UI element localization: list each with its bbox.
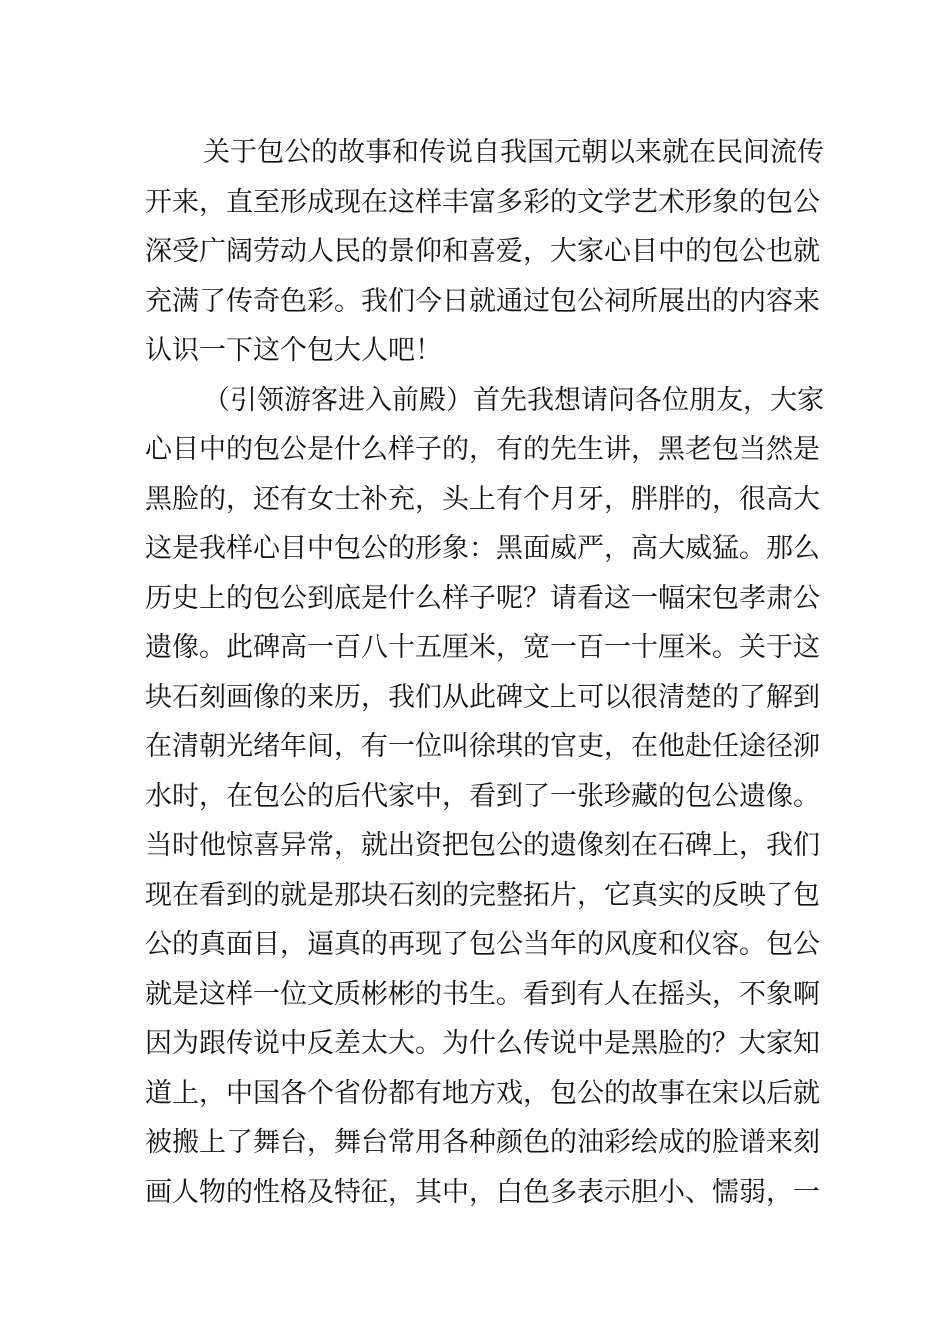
text-line: 画人物的性格及特征，其中，白色多表示胆小、懦弱，一 (145, 1176, 820, 1208)
text-line: 水时，在包公的后代家中，看到了一张珍藏的包公遗像。 (145, 780, 820, 812)
text-line: 关于包公的故事和传说自我国元朝以来就在民间流传 (203, 137, 824, 168)
text-line: 开来，直至形成现在这样丰富多彩的文学艺术形象的包公 (145, 186, 820, 218)
text-line: 黑脸的，还有女士补充，头上有个月牙，胖胖的，很高大 (145, 483, 820, 515)
text-line: 深受广阔劳动人民的景仰和喜爱，大家心目中的包公也就 (145, 236, 820, 267)
text-line: 现在看到的就是那块石刻的完整拓片，它真实的反映了包 (145, 879, 820, 911)
text-line: 道上，中国各个省份都有地方戏，包公的故事在宋以后就 (145, 1077, 820, 1109)
text-line: 块石刻画像的来历，我们从此碑文上可以很清楚的了解到 (145, 681, 820, 713)
text-line: 这是我样心目中包公的形象：黑面威严，高大威猛。那么 (145, 533, 820, 564)
text-line: 遗像。此碑高一百八十五厘米，宽一百一十厘米。关于这 (145, 632, 820, 663)
text-line: 被搬上了舞台，舞台常用各种颜色的油彩绘成的脸谱来刻 (145, 1127, 820, 1158)
text-line: 公的真面目，逼真的再现了包公当年的风度和仪容。包公 (145, 929, 820, 960)
text-line: 认识一下这个包大人吧！ (145, 335, 442, 366)
text-line: 心目中的包公是什么样子的，有的先生讲，黑老包当然是 (145, 434, 820, 465)
text-line: （引领游客进入前殿）首先我想请问各位朋友，大家 (203, 384, 824, 416)
text-line: 充满了传奇色彩。我们今日就通过包公祠所展出的内容来 (145, 285, 820, 317)
body-text (145, 128, 825, 1217)
text-line: 当时他惊喜异常，就出资把包公的遗像刻在石碑上，我们 (145, 830, 820, 861)
text-line: 就是这样一位文质彬彬的书生。看到有人在摇头，不象啊 (145, 978, 820, 1010)
text-line: 历史上的包公到底是什么样子呢？请看这一幅宋包孝肃公 (145, 582, 820, 614)
text-line: 因为跟传说中反差太大。为什么传说中是黑脸的？大家知 (145, 1028, 820, 1059)
text-line: 在清朝光绪年间，有一位叫徐琪的官吏，在他赴任途径泖 (145, 731, 820, 762)
